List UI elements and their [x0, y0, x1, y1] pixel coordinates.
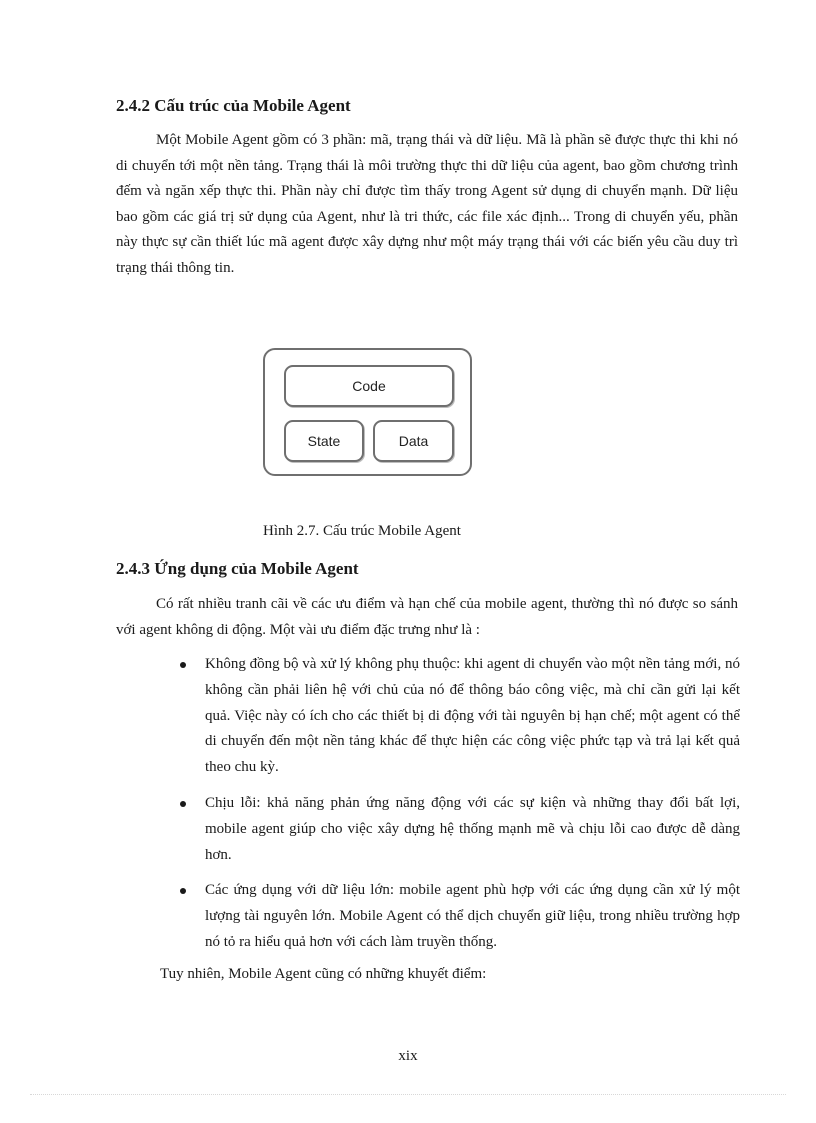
state-box: State — [284, 420, 364, 462]
footer-divider — [30, 1094, 786, 1095]
code-box: Code — [284, 365, 454, 407]
section-heading-2-4-2: 2.4.2 Cấu trúc của Mobile Agent — [116, 96, 351, 115]
structure-paragraph: Một Mobile Agent gồm có 3 phần: mã, trạng thái và dữ liệu. Mã là phần sẽ được thực thi khi nó di chuyển tới một nền tảng. Trạng thái là môi trường thực thi dữ liệu của agent, bao gồm chương trình đếm và ngăn xếp thực thi. Phần này chỉ được tìm thấy trong Agent sử dụng di chuyển mạnh. Dữ liệu bao gồm các giá trị sử dụng của Agent, như là tri thức, các file xác định... Trong di chuyển yếu, phần này thực sự cần thiết lúc mã agent được xây dựng như một máy trạng thái với các biến yêu cầu duy trì trạng thái thông tin. — [116, 132, 738, 276]
advantages-list — [180, 652, 740, 966]
bullet-icon — [180, 801, 186, 807]
list-item-text: Không đồng bộ và xử lý không phụ thuộc: khi agent di chuyển vào một nền tảng mới, nó không cần phải liên hệ với chủ của nó để thông báo công việc, mà chỉ cần gửi lại kết quả. Việc này có ích cho các thiết bị di động với tài nguyên bị hạn chế; một agent có thể di chuyển đến một nền tảng khác để thực hiện các công việc phức tạp và trả lại kết quả theo chu kỳ. — [205, 656, 740, 776]
applications-paragraph: Có rất nhiều tranh cãi về các ưu điểm và hạn chế của mobile agent, thường thì nó được so sánh với agent không di động. Một vài ưu điểm đặc trưng như là : — [116, 596, 738, 638]
mobile-agent-structure-diagram — [263, 348, 472, 476]
list-item-text: Các ứng dụng với dữ liệu lớn: mobile agent phù hợp với các ứng dụng cần xử lý một lượng tài nguyên lớn. Mobile Agent có thể dịch chuyển giữ liệu, trong nhiều trường hợp nó tỏ ra hiểu quả hơn với cách làm truyền thống. — [205, 882, 740, 950]
list-item — [180, 878, 740, 955]
section-heading-2-4-3: 2.4.3 Ứng dụng của Mobile Agent — [116, 559, 359, 578]
bullet-icon — [180, 662, 186, 668]
data-box: Data — [373, 420, 454, 462]
page-number: xix — [398, 1048, 418, 1064]
list-item-text: Chịu lỗi: khả năng phản ứng năng động với các sự kiện và những thay đổi bất lợi, mobile agent giúp cho việc xây dựng hệ thống mạnh mẽ và chịu lỗi cao được dễ dàng hơn. — [205, 794, 740, 863]
bullet-icon — [180, 888, 186, 894]
list-item — [180, 791, 740, 868]
figure-caption: Hình 2.7. Cấu trúc Mobile Agent — [263, 523, 461, 539]
list-item — [180, 652, 740, 781]
disadvantages-intro: Tuy nhiên, Mobile Agent cũng có những khuyết điểm: — [160, 966, 487, 982]
